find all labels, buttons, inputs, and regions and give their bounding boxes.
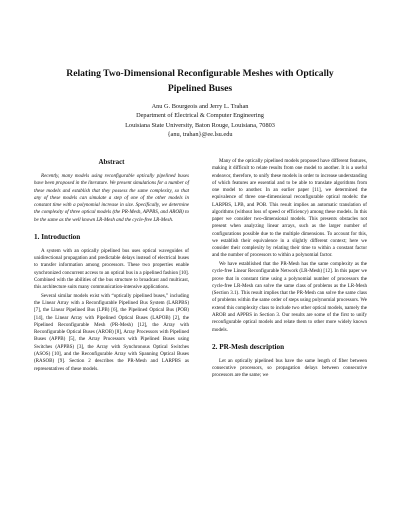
intro-paragraph-4: We have established that the PR-Mesh has the same complexity as the cycle-free Linear Reconfigurable Network (LR-Mesh) [12]. In this paper we prove that in constant time using a polynomial number of processors the cycle-free LR-Mesh can solve the same class of problems as the LR-Mesh (Section 3.1). This result implies that the PR-Mesh can solve the same class of problems within the same order of steps using polynomial processors. We extend this complexity class to include two other optical models, namely the AROB and APPBS in Section 3. Our results are some of the first to unify reconfigurable optical models and relate them to other more widely known models.	[212, 261, 367, 333]
section-1-paragraph-1: A system with an optically pipelined bus uses optical waveguides of unidirectional propagation and predictable delays instead of electrical buses to transfer information among processors. These two properties enable synchronized concurrent access to an optical bus in a pipelined fashion [10]. Combined with the abilities of the bus structure to broadcast and multicast, this architecture suits many communication-intensive applications.	[34, 247, 189, 291]
left-column	[34, 158, 189, 374]
right-column	[212, 158, 367, 381]
author-block	[60, 102, 340, 140]
author-email: {anu, trahan}@ee.lsu.edu	[167, 131, 233, 139]
intro-paragraph-3: Many of the optically pipelined models proposed have different features, making it difficult to relate results from one model to another. It is a useful endeavor, therefore, to unify these models in order to increase understanding of which features are essential and to be able to translate algorithms from one model to another. In an earlier paper [11], we determined the equivalence of three one-dimensional reconfigurable optical models: the LARPBS, LPB, and POB. This result implies an automatic translation of algorithms (without loss of speed or efficiency) among these models. In this paper we consider two-dimensional models. This presents obstacles not present when analyzing linear arrays, such as the larger number of configurations possible due to the multiple dimensions. To account for this, we establish their equivalence in a slightly different context; here we consider their complexity by relating their time to within a constant factor and the number of processors to within a polynomial factor.	[212, 158, 367, 259]
abstract-text: Recently, many models using reconfigurable optically pipelined buses have been proposed in the literature. We present simulations for a number of these models and establish that they possess the same complexity, so that any of these models can simulate a step of one of the other models in constant time with a polynomial increase in size. Specifically, we determine the complexity of three optical models (the PR-Mesh, APPBS, and AROB) to be the same as the well known LR-Mesh and the cycle-free LR-Mesh.	[34, 173, 189, 223]
author-names: Anu G. Bourgeois and Jerry L. Trahan	[151, 103, 249, 110]
section-2-paragraph-1: Let an optically pipelined bus have the same length of fiber between consecutive processors, so propagation delays between consecutive processors are the same; we	[212, 357, 367, 379]
section-2-heading: 2. PR-Mesh description	[212, 342, 285, 351]
abstract-heading: Abstract	[98, 158, 125, 166]
section-1-heading: 1. Introduction	[34, 232, 81, 241]
paper-title	[40, 66, 360, 96]
section-1-paragraph-2: Several similar models exist with “optically pipelined buses,” including the Linear Array with a Reconfigurable Pipelined Bus System (LARPBS) [7], the Linear Pipelined Bus (LPB) [6], the Pipelined Optical Bus (POB) [14], the Linear Array with Pipelined Optical Buses (LAPOB) [2], the Pipelined Reconfigurable Mesh (PR-Mesh) [12], the Array with Reconfigurable Optical Buses (AROB) [8], Array Processors with Pipelined Buses (APPB) [5], the Array Processors with Pipelined Buses using Switches (APPBS) [3], the Array with Synchronous Optical Switches (ASOS) [10], and the Reconfigurable Array with Spanning Optical Buses (RASOB) [9]. Section 2 describes the PR-Mesh and LARPBS as representatives of these models.	[34, 292, 189, 372]
title-line-2: Pipelined Buses	[167, 83, 233, 94]
author-department: Department of Electrical & Computer Engineering	[136, 112, 264, 120]
author-affiliation: Louisiana State University, Baton Rouge, Louisiana, 70803	[125, 121, 275, 129]
title-line-1: Relating Two-Dimensional Reconfigurable Meshes with Optically	[66, 68, 334, 79]
